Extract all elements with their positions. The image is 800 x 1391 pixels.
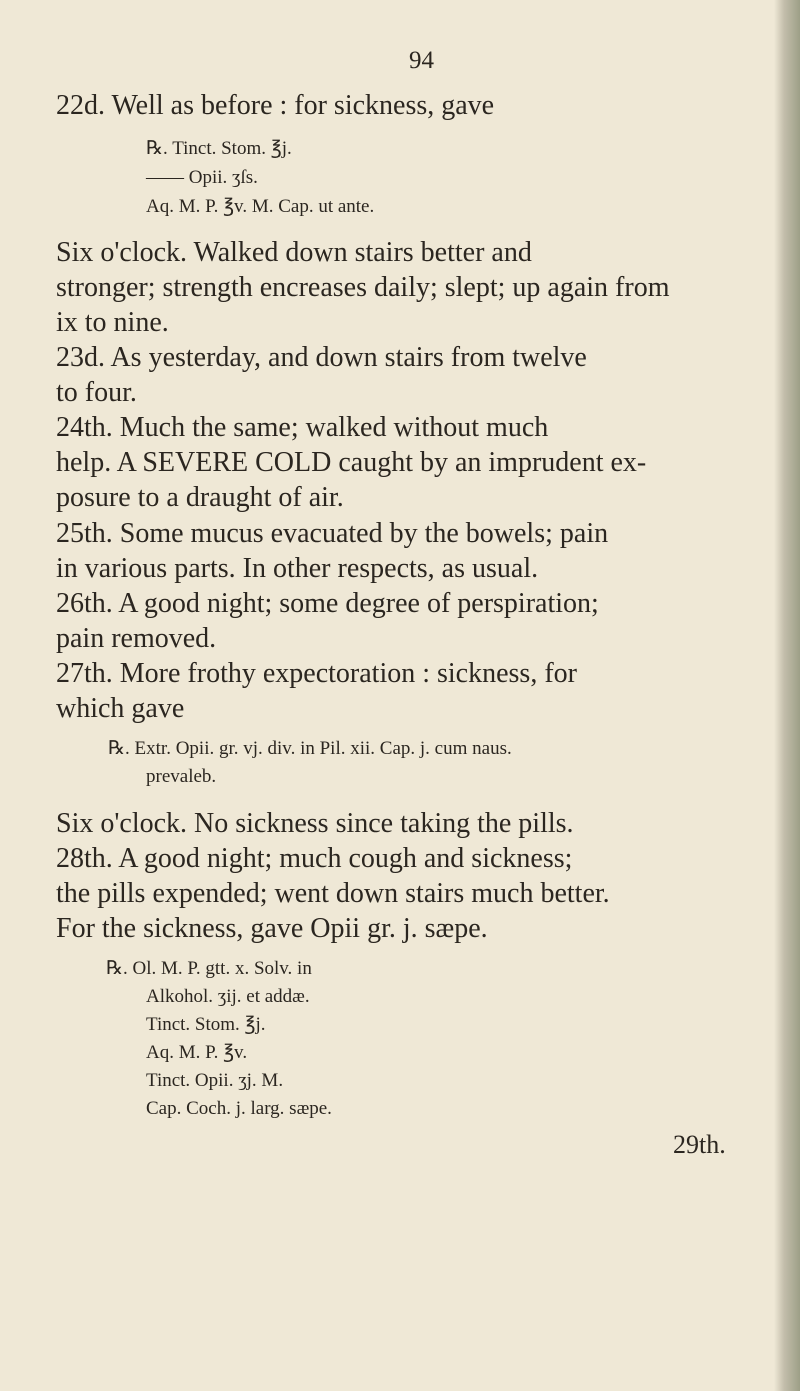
catchword: 29th. — [673, 1130, 726, 1159]
text-line: to four. — [56, 377, 137, 408]
page-edge-shadow — [774, 0, 800, 1391]
text-line: the pills expended; went down stairs much better. — [56, 878, 610, 909]
entry-27th: 27th. More frothy expectoration : sickness, for — [56, 658, 577, 689]
prescription-line: Aq. M. P. ℥v. M. Cap. ut ante. — [146, 196, 375, 217]
prescription-line: Tinct. Opii. ʒj. M. — [146, 1070, 284, 1091]
text-line: stronger; strength encreases daily; slept; up again from — [56, 272, 670, 303]
entry-26th: 26th. A good night; some degree of perspiration; — [56, 588, 599, 619]
prescription-line: ℞. Ol. M. P. gtt. x. Solv. in — [106, 958, 312, 979]
entry-22d: 22d. Well as before : for sickness, gave — [56, 90, 495, 121]
entry-25th: 25th. Some mucus evacuated by the bowels; pain — [56, 518, 609, 549]
prescription-line: Tinct. Stom. ℥j. — [146, 1014, 266, 1035]
page-number: 94 — [409, 47, 434, 74]
text-line: Six o'clock. No sickness since taking the pills. — [56, 808, 574, 839]
text-line: in various parts. In other respects, as usual. — [56, 553, 539, 584]
text-line: ix to nine. — [56, 307, 169, 338]
text-line: which gave — [56, 693, 185, 724]
entry-23d: 23d. As yesterday, and down stairs from twelve — [56, 342, 587, 373]
prescription-line: Aq. M. P. ℥v. — [146, 1042, 248, 1063]
text-line: pain removed. — [56, 623, 217, 654]
prescription-line: ℞. Tinct. Stom. ℥j. — [146, 138, 292, 159]
text-line: posure to a draught of air. — [56, 482, 344, 513]
text-line: help. A SEVERE COLD caught by an imprudent ex- — [56, 447, 647, 478]
text-line: Six o'clock. Walked down stairs better and — [56, 237, 532, 268]
entry-28th: 28th. A good night; much cough and sickness; — [56, 843, 573, 874]
prescription-line: prevaleb. — [146, 766, 217, 787]
entry-24th: 24th. Much the same; walked without much — [56, 412, 549, 443]
prescription-line: Alkohol. ʒij. et addæ. — [146, 986, 310, 1007]
text-line: For the sickness, gave Opii gr. j. sæpe. — [56, 913, 488, 944]
prescription-line: Cap. Coch. j. larg. sæpe. — [146, 1098, 332, 1119]
prescription-line: ℞. Extr. Opii. gr. vj. div. in Pil. xii. Cap. j. cum naus. — [108, 738, 512, 759]
prescription-line: —— Opii. ʒſs. — [146, 167, 258, 188]
